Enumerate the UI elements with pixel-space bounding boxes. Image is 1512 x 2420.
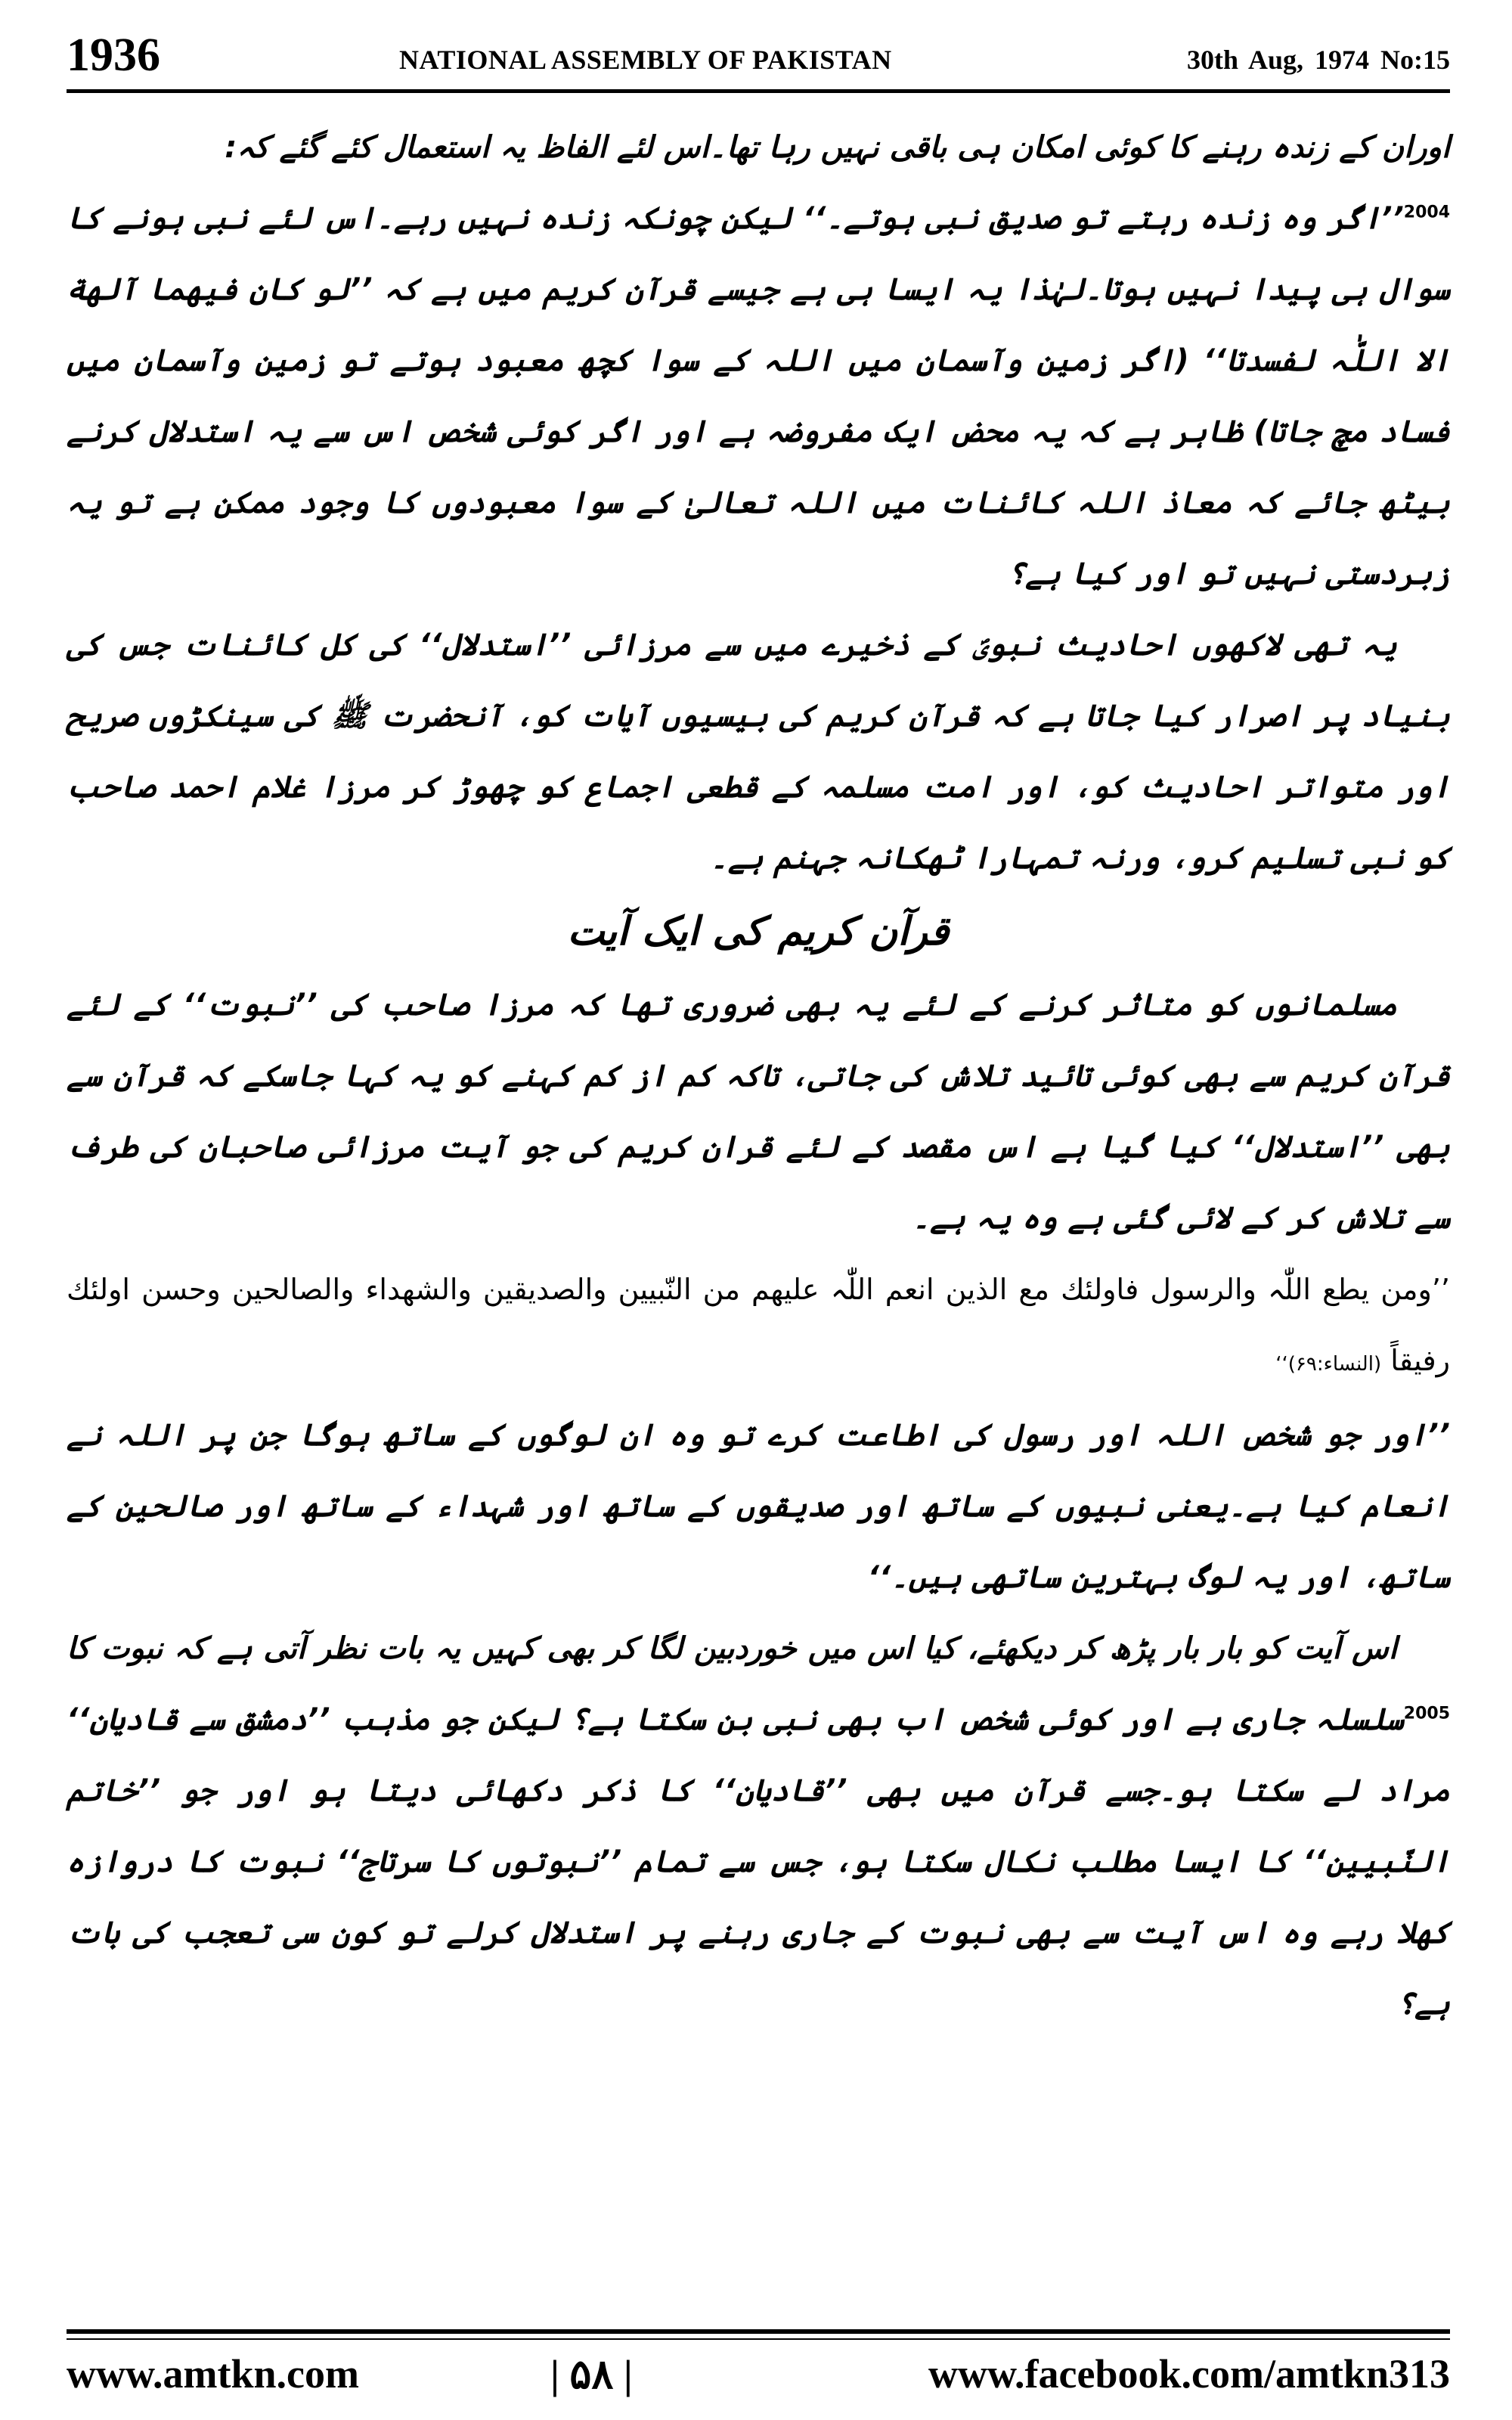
header-rule xyxy=(67,89,1450,93)
paragraph-5 xyxy=(67,1613,1450,2040)
footer-website-link[interactable]: www.amtkn.com xyxy=(67,2351,359,2397)
quranic-verse xyxy=(67,1254,1450,1400)
footer-facebook-link[interactable]: www.facebook.com/amtkn313 xyxy=(928,2351,1450,2397)
paragraph-2-text: ’’اگر وہ زندہ رہتے تو صدیق نبی ہوتے۔‘‘ لیکن چونکہ زندہ نہیں رہے۔اس لئے نبی ہونے کا سوال ہی پیدا نہیں ہوتا۔لہٰذا یہ ایسا ہی ہے جیسے قرآن کریم میں ہے کہ ’’لو کان فیھما آلھة الا اللّٰہ لفسدتا‘‘ (اگر زمین وآسمان میں اللہ کے سوا کچھ معبود ہوتے تو زمین وآسمان میں فساد مچ جاتا) ظاہر ہے کہ یہ محض ایک مفروضہ ہے اور اگر کوئی شخص اس سے یہ استدلال کرنے بیٹھ جائے کہ معاذ اللہ کائنات میں اللہ تعالیٰ کے سوا معبودوں کا وجود ممکن ہے تو یہ زبردستی نہیں تو اور کیا ہے؟ xyxy=(67,201,1450,591)
marginal-number-2005: 2005 xyxy=(1403,1704,1450,1723)
paragraph-4: مسلمانوں کو متاثر کرنے کے لئے یہ بھی ضروری تھا کہ مرزا صاحب کی ’’نبوت‘‘ کے لئے قرآن کریم سے بھی کوئی تائید تلاش کی جاتی، تاکہ کم از کم کہنے کو یہ کہا جاسکے کہ قرآن سے بھی ’’استدلال‘‘ کیا گیا ہے اس مقصد کے لئے قران کریم کی جو آیت مرزائی صاحبان کی طرف سے تلاش کر کے لائی گئی ہے وہ یہ ہے۔ xyxy=(67,988,1450,1236)
page-footer xyxy=(67,2350,1450,2403)
paragraph-1: اوران کے زندہ رہنے کا کوئی امکان ہی باقی نہیں رہا تھا۔اس لئے الفاظ یہ استعمال کئے گئے کہ: xyxy=(225,130,1450,165)
footer-rule-thick xyxy=(67,2329,1450,2334)
marginal-number-2004: 2004 xyxy=(1403,203,1450,222)
page-number: 1936 xyxy=(67,29,160,81)
paragraph-5-text-b: سلسلہ جاری ہے اور کوئی شخص اب بھی نبی بن سکتا ہے؟ لیکن جو مذہب ’’دمشق سے قادیان‘‘ مراد لے سکتا ہو۔جسے قرآن میں بھی ’’قادیان‘‘ کا ذکر دکھائی دیتا ہو اور جو ’’خاتم النّبیین‘‘ کا ایسا مطلب نکال سکتا ہو، جس سے تمام ’’نبوتوں کا سرتاج‘‘ نبوت کا دروازہ کھلا رہے وہ اس آیت سے بھی نبوت کے جاری رہنے پر استدلال کرلے تو کون سی تعجب کی بات ہے؟ xyxy=(67,1702,1450,2021)
header-title: NATIONAL ASSEMBLY OF PAKISTAN xyxy=(399,45,892,75)
paragraph-5-text-a: اس آیت کو بار بار پڑھ کر دیکھئے، کیا اس میں خوردبین لگا کر بھی کہیں یہ بات نظر آتی ہے کہ نبوت کا xyxy=(67,1631,1397,1666)
paragraph-3: یہ تھی لاکھوں احادیث نبویؐ کے ذخیرے میں سے مرزائی ’’استدلال‘‘ کی کل کائنات جس کی بنیاد پر اصرار کیا جاتا ہے کہ قرآن کریم کی بیسیوں آیات کو، آنحضرت ﷺ کی سینکڑوں صریح اور متواتر احادیث کو، اور امت مسلمہ کے قطعی اجماع کو چھوڑ کر مرزا غلام احمد صاحب کو نبی تسلیم کرو، ورنہ تمہارا ٹھکانہ جہنم ہے۔ xyxy=(67,628,1450,876)
section-heading: قرآن کریم کی ایک آیت xyxy=(567,909,950,954)
paragraph-2 xyxy=(67,183,1450,610)
verse-reference: (النساء:۶۹)‘‘ xyxy=(1275,1353,1382,1376)
footer-page-number: | ۵۸ | xyxy=(550,2352,633,2397)
page-content xyxy=(67,112,1450,2040)
verse-translation: ’’اور جو شخص اللہ اور رسول کی اطاعت کرے تو وہ ان لوگوں کے ساتھ ہوگا جن پر اللہ نے انعام کیا ہے۔یعنی نبیوں کے ساتھ اور صدیقوں کے ساتھ اور شہداء کے ساتھ اور صالحین کے ساتھ، اور یہ لوگ بہترین ساتھی ہیں۔‘‘ xyxy=(67,1418,1450,1595)
header-date-number: 30th Aug, 1974 No:15 xyxy=(1186,45,1450,75)
verse-text: ’’ومن یطع اللّٰہ والرسول فاولئك مع الذین انعم اللّٰہ علیھم من النّبیین والصدیقین والشھداء والصالحین وحسن اولئك رفیقاً xyxy=(67,1273,1450,1377)
footer-rule-thin xyxy=(67,2338,1450,2340)
page-header xyxy=(67,29,1450,89)
